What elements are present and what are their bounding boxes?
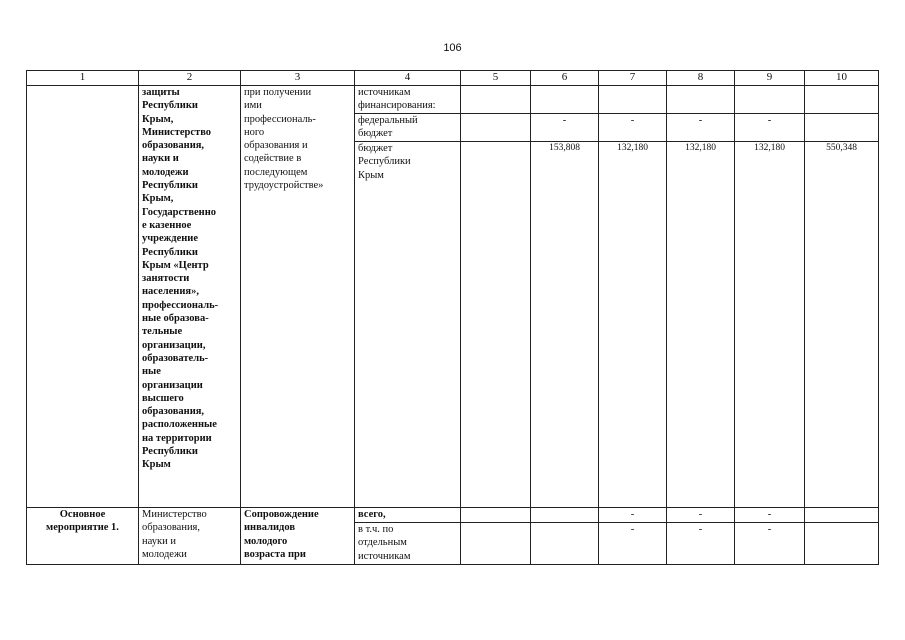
page-number: 106 — [443, 42, 462, 54]
funding-source-cell: источникам финансирования: — [355, 86, 461, 114]
value-cell — [735, 86, 805, 114]
value-cell: - — [531, 114, 599, 142]
block1-activity-cell — [27, 86, 139, 508]
value-cell — [461, 114, 531, 142]
header-col-5: 5 — [461, 71, 531, 86]
header-col-7: 7 — [599, 71, 667, 86]
header-col-10: 10 — [805, 71, 879, 86]
value-cell: 153,808 — [531, 142, 599, 508]
funding-source-cell: бюджет Республики Крым — [355, 142, 461, 508]
value-cell: - — [599, 114, 667, 142]
header-col-1: 1 — [27, 71, 139, 86]
value-cell — [531, 508, 599, 523]
value-cell — [805, 114, 879, 142]
value-cell: 132,180 — [735, 142, 805, 508]
budget-table — [26, 70, 879, 565]
block2-executors-cell: Министерство образования, науки и молодежи — [139, 508, 241, 565]
value-cell: 132,180 — [667, 142, 735, 508]
value-cell — [667, 86, 735, 114]
value-cell — [531, 523, 599, 565]
block2-activity-cell: Основное мероприятие 1. — [27, 508, 139, 565]
value-cell — [805, 86, 879, 114]
value-cell: - — [735, 114, 805, 142]
value-cell — [461, 142, 531, 508]
value-cell: - — [735, 523, 805, 565]
block2-description-cell: Сопровождение инвалидов молодого возраста при — [241, 508, 355, 565]
funding-source-cell: федеральный бюджет — [355, 114, 461, 142]
value-cell: - — [599, 508, 667, 523]
value-cell — [805, 523, 879, 565]
header-col-6: 6 — [531, 71, 599, 86]
block1-executors-cell: защиты Республики Крым, Министерство образования, науки и молодежи Республики Крым, Государственно е казенное учреждение Республики Крым «Центр занятости населения», профессиональ- ные образова- тельные организации, образователь- ные организации высшего образования, расположенные на территории Республики Крым — [139, 86, 241, 508]
value-cell — [461, 523, 531, 565]
value-cell: 550,348 — [805, 142, 879, 508]
funding-source-cell: в т.ч. по отдельным источникам — [355, 523, 461, 565]
header-col-3: 3 — [241, 71, 355, 86]
header-col-9: 9 — [735, 71, 805, 86]
value-cell: - — [599, 523, 667, 565]
header-col-4: 4 — [355, 71, 461, 86]
header-col-2: 2 — [139, 71, 241, 86]
header-col-8: 8 — [667, 71, 735, 86]
value-cell: - — [667, 508, 735, 523]
value-cell: - — [735, 508, 805, 523]
value-cell — [805, 508, 879, 523]
value-cell — [461, 508, 531, 523]
header-row — [27, 71, 879, 86]
table-row — [27, 508, 879, 523]
value-cell — [599, 86, 667, 114]
value-cell: - — [667, 523, 735, 565]
funding-source-cell: всего, — [355, 508, 461, 523]
value-cell: - — [667, 114, 735, 142]
table-row — [27, 86, 879, 114]
value-cell: 132,180 — [599, 142, 667, 508]
value-cell — [531, 86, 599, 114]
value-cell — [461, 86, 531, 114]
block1-description-cell: при получении ими профессиональ- ного образования и содействие в последующем трудоустройстве» — [241, 86, 355, 508]
